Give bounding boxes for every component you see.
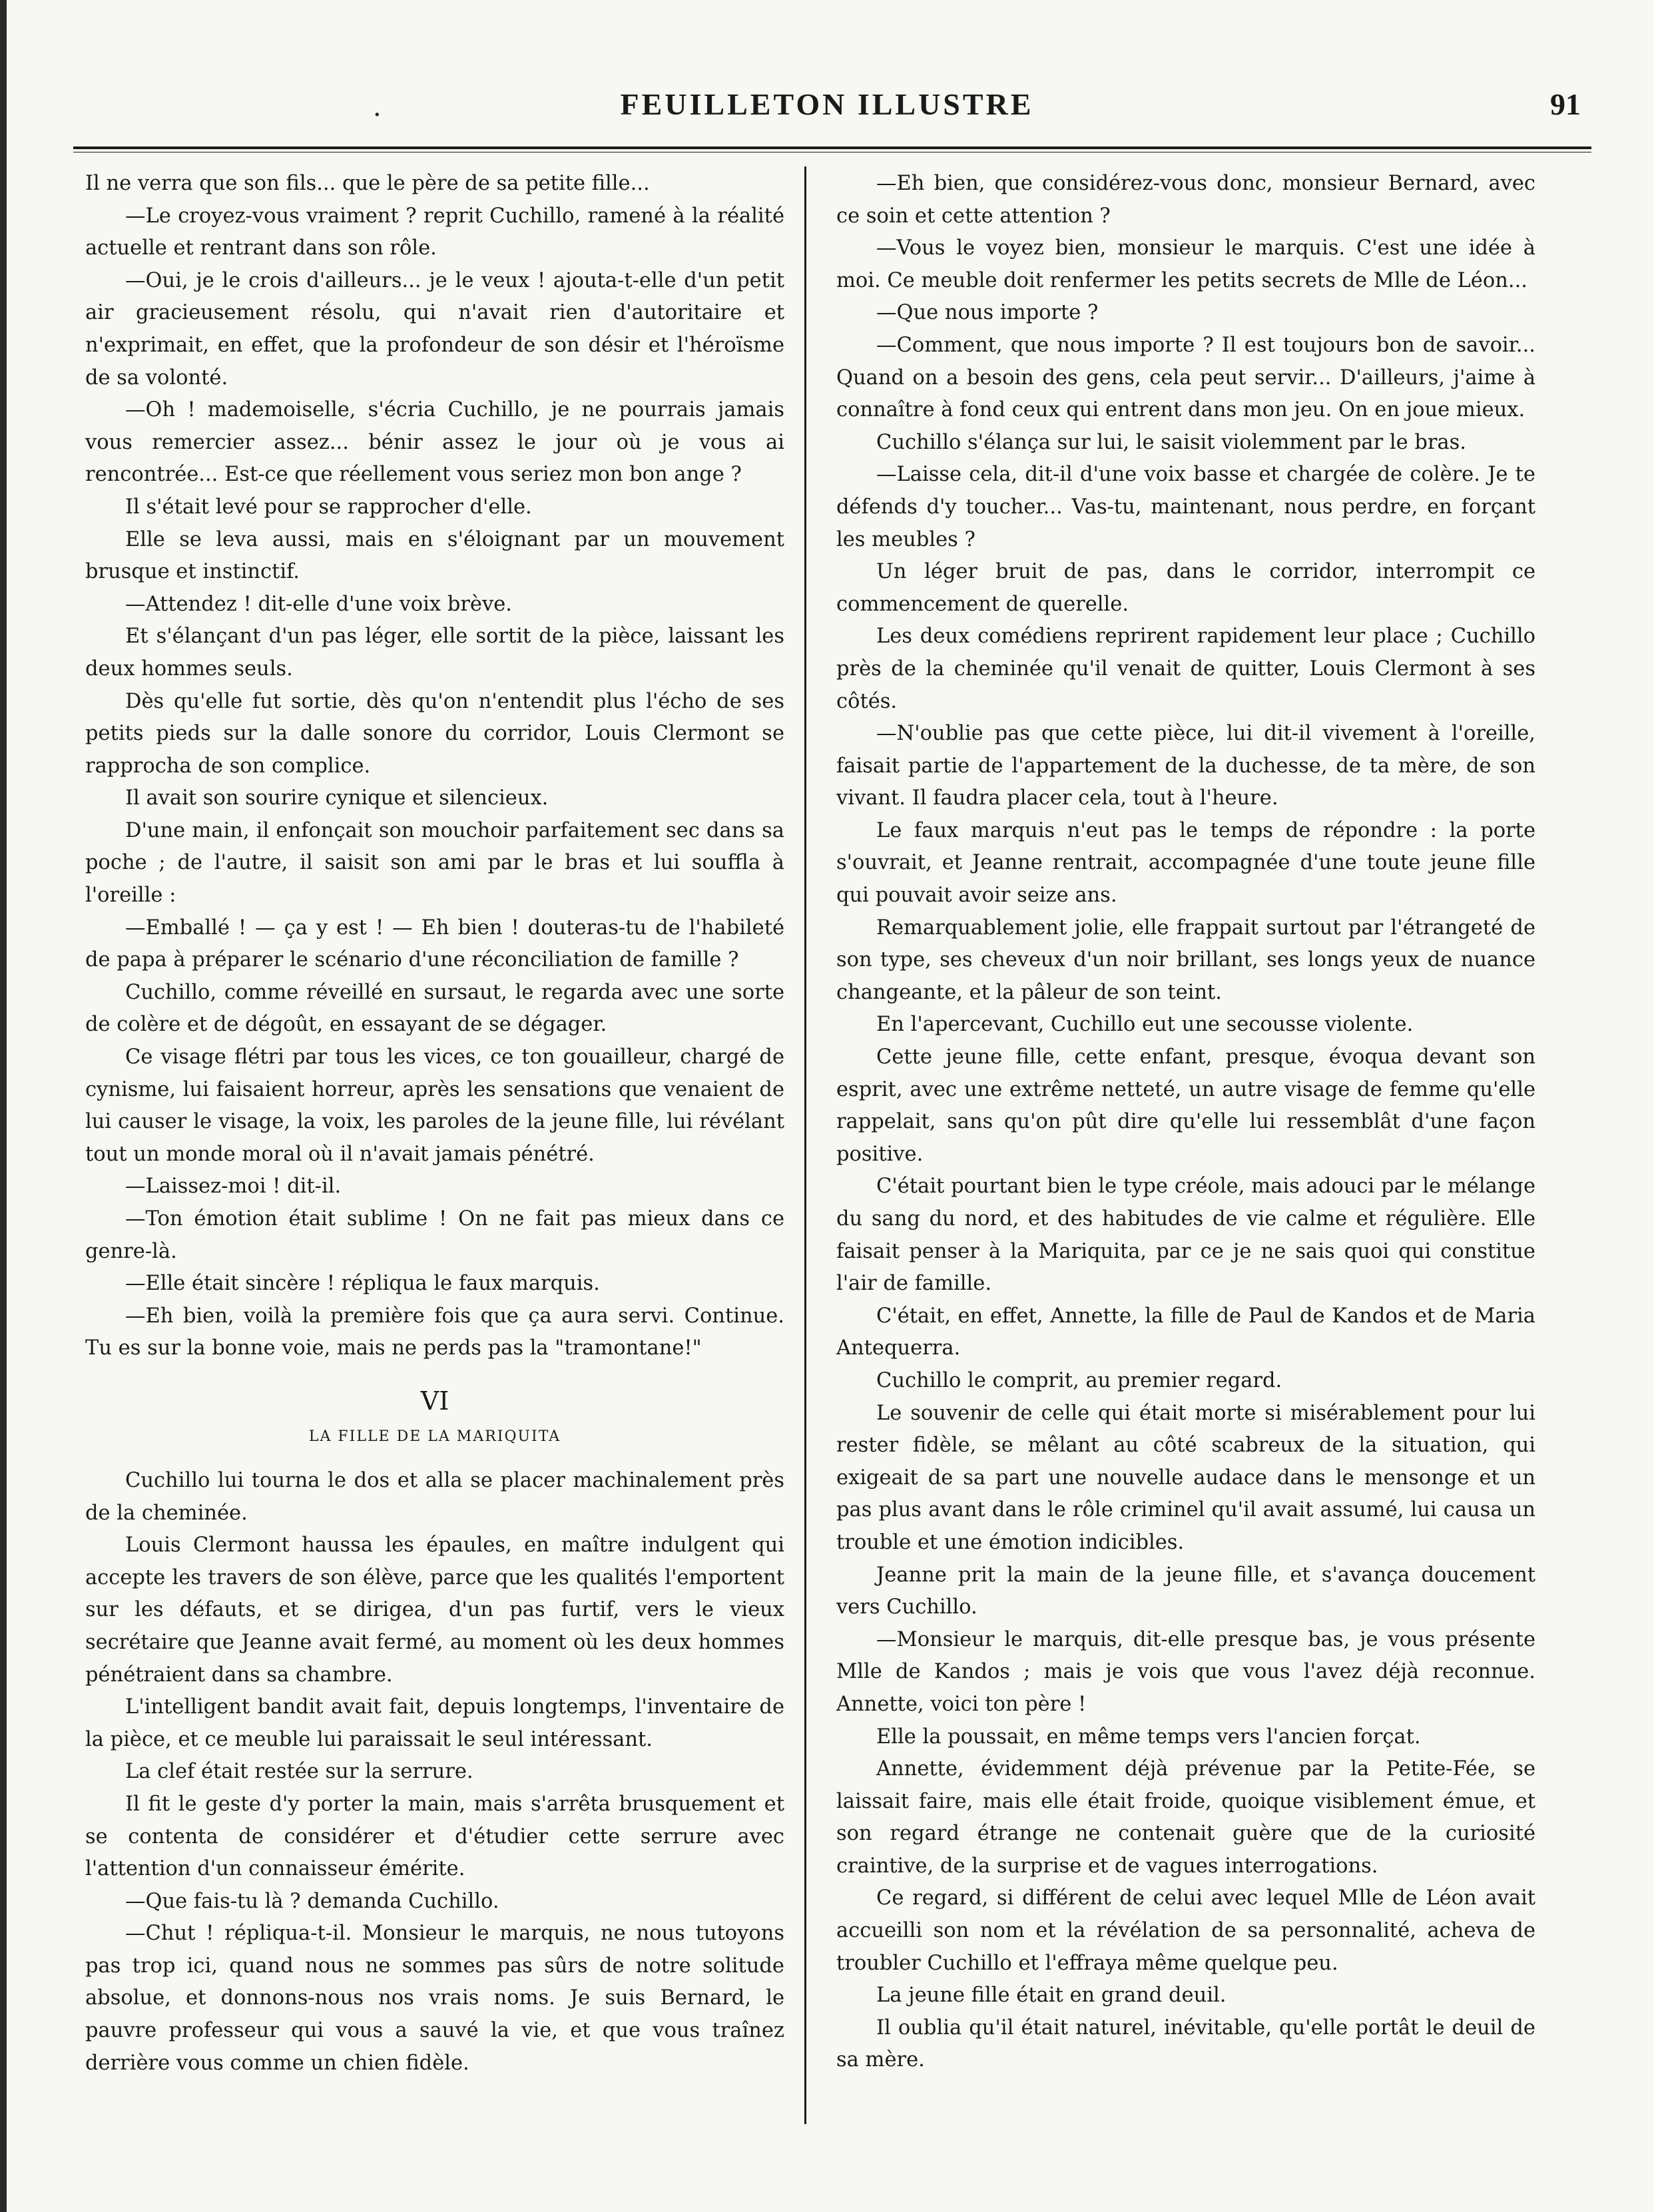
- paragraph: —Vous le voyez bien, monsieur le marquis. C'est une idée à moi. Ce meuble doit renfermer les petits secrets de Mlle de Léon...: [836, 236, 1535, 292]
- paragraph: La clef était restée sur la serrure.: [125, 1760, 473, 1784]
- section-title: LA FILLE DE LA MARIQUITA: [308, 1428, 561, 1445]
- paragraph: —Eh bien, voilà la première fois que ça aura servi. Continue. Tu es sur la bonne voie, mais ne perds pas la "tramontane!": [85, 1304, 784, 1360]
- section-number: VI: [420, 1386, 449, 1416]
- column-divider: [804, 166, 806, 2124]
- paragraph: Ce visage flétri par tous les vices, ce ton gouailleur, chargé de cynisme, lui faisaient horreur, après les sensations que venaient de lui causer le visage, la voix, les paroles de la jeune fille, lui révélant tout un monde moral où il n'avait jamais pénétré.: [85, 1045, 784, 1166]
- right-paragraphs: [836, 168, 1535, 2077]
- paragraph: Louis Clermont haussa les épaules, en maître indulgent qui accepte les travers de son élève, parce que les qualités l'emportent sur les défauts, et se dirigea, d'un pas furtif, vers le vieux secrétaire que Jeanne avait fermé, au moment où les deux hommes pénétraient dans sa chambre.: [85, 1533, 784, 1687]
- page-header: [0, 0, 1654, 153]
- paragraph: Elle la poussait, en même temps vers l'ancien forçat.: [876, 1725, 1421, 1749]
- paragraph: Cuchillo lui tourna le dos et alla se placer machinalement près de la cheminée.: [85, 1468, 784, 1525]
- paragraph: Elle se leva aussi, mais en s'éloignant par un mouvement brusque et instinctif.: [85, 527, 784, 584]
- right-column: [836, 168, 1535, 2077]
- paragraph: En l'apercevant, Cuchillo eut une secousse violente.: [876, 1013, 1414, 1037]
- paragraph: —Oui, je le crois d'ailleurs... je le veux ! ajouta-t-elle d'un petit air gracieusement résolu, qui n'avait rien d'autoritaire et n'exprimait, en effet, que la profondeur de son désir et l'héroïsme de sa volonté.: [85, 268, 784, 390]
- paragraph: L'intelligent bandit avait fait, depuis longtemps, l'inventaire de la pièce, et ce meuble lui paraissait le seul intéressant.: [85, 1695, 784, 1751]
- paragraph: —Elle était sincère ! répliqua le faux marquis.: [125, 1272, 600, 1296]
- header-dot: ·: [373, 100, 382, 131]
- paragraph: Il s'était levé pour se rapprocher d'elle.: [125, 495, 532, 519]
- paragraph: —Chut ! répliqua-t-il. Monsieur le marquis, ne nous tutoyons pas trop ici, quand nous ne sommes pas sûrs de notre solitude absolue, et donnons-nous nos vrais noms. Je suis Bernard, le pauvre professeur qui vous a sauvé la vie, et que vous traînez derrière vous comme un chien fidèle.: [85, 1922, 784, 2075]
- paragraph: —Oh ! mademoiselle, s'écria Cuchillo, je ne pourrais jamais vous remercier assez... bénir assez le jour où je vous ai rencontrée... Est-ce que réellement vous seriez mon bon ange ?: [85, 398, 784, 487]
- paragraph: Cuchillo s'élança sur lui, le saisit violemment par le bras.: [876, 430, 1466, 454]
- paragraph: Jeanne prit la main de la jeune fille, et s'avança doucement vers Cuchillo.: [836, 1563, 1535, 1619]
- paragraph: —Eh bien, que considérez-vous donc, monsieur Bernard, avec ce soin et cette attention ?: [836, 172, 1535, 228]
- paragraph: Il oublia qu'il était naturel, inévitable, qu'elle portât le deuil de sa mère.: [836, 2016, 1535, 2072]
- paragraph: La jeune fille était en grand deuil.: [876, 1984, 1227, 2008]
- paragraph: Il avait son sourire cynique et silencieux.: [125, 786, 549, 810]
- paragraph: Dès qu'elle fut sortie, dès qu'on n'entendit plus l'écho de ses petits pieds sur la dalle sonore du corridor, Louis Clermont se rapprocha de son complice.: [85, 689, 784, 778]
- paragraph: —Que nous importe ?: [876, 301, 1099, 325]
- paragraph: Cette jeune fille, cette enfant, presque, évoqua devant son esprit, avec une extrême netteté, un autre visage de femme qu'elle rappelait, sans qu'on pût dire qu'elle lui ressemblât d'une façon positive.: [836, 1045, 1535, 1166]
- paragraph: —Comment, que nous importe ? Il est toujours bon de savoir... Quand on a besoin des gens, cela peut servir... D'ailleurs, j'aime à connaître à fond ceux qui entrent dans mon jeu. On en joue mieux.: [836, 333, 1535, 422]
- paragraph: Et s'élançant d'un pas léger, elle sortit de la pièce, laissant les deux hommes seuls.: [85, 625, 784, 681]
- paragraph: Ce regard, si différent de celui avec lequel Mlle de Léon avait accueilli son nom et la révélation de sa personnalité, acheva de troubler Cuchillo et l'effraya même quelque peu.: [836, 1886, 1535, 1975]
- paragraph: Le souvenir de celle qui était morte si misérablement pour lui rester fidèle, se mêlant au côté scabreux de la situation, qui exigeait de sa part une nouvelle audace dans le mensonge et un pas plus avant dans le rôle criminel qu'il avait assumé, lui causa un trouble et une émotion indicibles.: [836, 1401, 1535, 1554]
- paragraph: Le faux marquis n'eut pas le temps de répondre : la porte s'ouvrait, et Jeanne rentrait, accompagnée d'une toute jeune fille qui pouvait avoir seize ans.: [836, 818, 1535, 908]
- paragraph: —Attendez ! dit-elle d'une voix brève.: [125, 592, 512, 616]
- paragraph: —Que fais-tu là ? demanda Cuchillo.: [125, 1889, 499, 1913]
- paragraph: —Laissez-moi ! dit-il.: [125, 1175, 342, 1199]
- paragraph: C'était pourtant bien le type créole, mais adouci par le mélange du sang du nord, et des habitudes de vie calme et régulière. Elle faisait penser à la Mariquita, par ce je ne sais quoi qui constitue l'air de famille.: [836, 1175, 1535, 1296]
- paragraph: Un léger bruit de pas, dans le corridor, interrompit ce commencement de querelle.: [836, 560, 1535, 616]
- paragraph: —Ton émotion était sublime ! On ne fait pas mieux dans ce genre-là.: [85, 1207, 784, 1263]
- paragraph: Les deux comédiens reprirent rapidement leur place ; Cuchillo près de la cheminée qu'il venait de quitter, Louis Clermont à ses côtés.: [836, 625, 1535, 713]
- header-rule: [73, 146, 1591, 149]
- paragraph: —Monsieur le marquis, dit-elle presque bas, je vous présente Mlle de Kandos ; mais je vois que vous l'avez déjà reconnue. Annette, voici ton père !: [836, 1627, 1535, 1716]
- left-column: [85, 168, 784, 2079]
- paragraph: —Emballé ! — ça y est ! — Eh bien ! douteras-tu de l'habileté de papa à préparer le scénario d'une réconciliation de famille ?: [85, 916, 784, 972]
- page-number: 91: [1550, 87, 1581, 121]
- running-title: FEUILLETON ILLUSTRE: [620, 87, 1034, 121]
- left-paragraphs: [85, 168, 784, 1365]
- paragraph: —N'oublie pas que cette pièce, lui dit-il vivement à l'oreille, faisait partie de l'appartement de la duchesse, de ta mère, de son vivant. Il faudra placer cela, tout à l'heure.: [836, 722, 1535, 810]
- paragraph: Cuchillo le comprit, au premier regard.: [876, 1368, 1282, 1392]
- paragraph: Il ne verra que son fils... que le père de sa petite fille...: [85, 172, 650, 195]
- paragraph: Annette, évidemment déjà prévenue par la Petite-Fée, se laissait faire, mais elle était froide, quoique visiblement émue, et son regard étrange ne contenait guère que de la curiosité craintive, de la surprise et de vagues interrogations.: [836, 1757, 1535, 1878]
- paragraph: C'était, en effet, Annette, la fille de Paul de Kandos et de Maria Antequerra.: [836, 1304, 1535, 1360]
- paragraph: Cuchillo, comme réveillé en sursaut, le regarda avec une sorte de colère et de dégoût, en essayant de se dégager.: [85, 980, 784, 1037]
- paragraph: Il fit le geste d'y porter la main, mais s'arrêta brusquement et se contenta de considérer et d'étudier cette serrure avec l'attention d'un connaisseur émérite.: [85, 1792, 784, 1881]
- page-edge: [0, 0, 7, 2212]
- paragraph: —Le croyez-vous vraiment ? reprit Cuchillo, ramené à la réalité actuelle et rentrant dans son rôle.: [85, 204, 784, 260]
- paragraph: D'une main, il enfonçait son mouchoir parfaitement sec dans sa poche ; de l'autre, il saisit son ami par le bras et lui souffla à l'oreille :: [85, 818, 784, 908]
- paragraph: —Laisse cela, dit-il d'une voix basse et chargée de colère. Je te défends d'y toucher... Vas-tu, maintenant, nous perdre, en forçant les meubles ?: [836, 463, 1535, 551]
- left-paragraphs-after: [85, 1465, 784, 2079]
- paragraph: Remarquablement jolie, elle frappait surtout par l'étrangeté de son type, ses cheveux d'un noir brillant, ses longs yeux de nuance changeante, et la pâleur de son teint.: [836, 916, 1535, 1004]
